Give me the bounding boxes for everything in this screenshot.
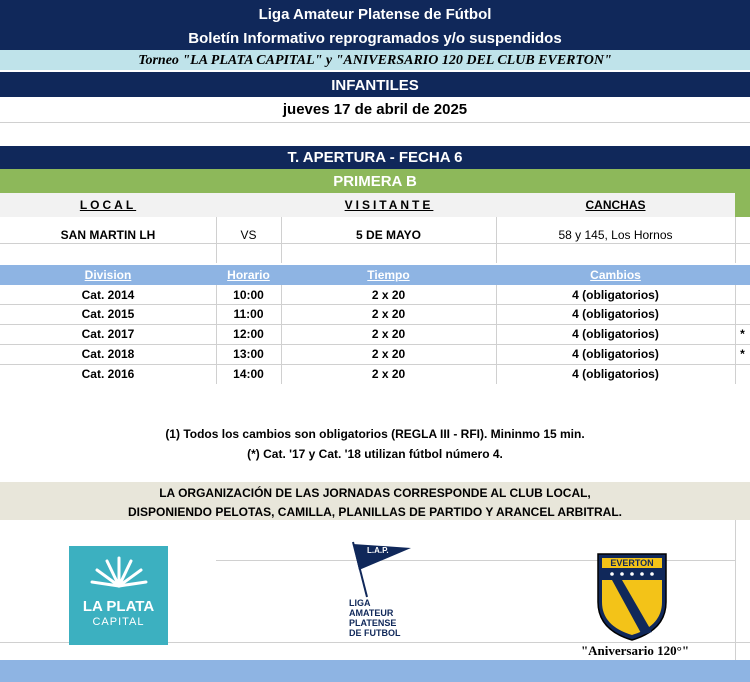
lap-logo — [345, 540, 425, 645]
division-title: PRIMERA B — [0, 169, 750, 193]
match-local: SAN MARTIN LH — [60, 228, 156, 242]
la-plata-logo-line1: LA PLATA — [82, 598, 155, 615]
everton-crest-text: EVERTON — [610, 558, 654, 568]
match-vs: VS — [240, 228, 257, 242]
local-header: LOCAL — [79, 198, 137, 212]
match-visitante: 5 DE MAYO — [356, 228, 421, 242]
canchas-header: CANCHAS — [585, 198, 646, 212]
la-plata-capital-logo — [69, 546, 168, 645]
lap-line-3: PLATENSE — [349, 618, 397, 628]
cambios-col-header: Cambios — [590, 268, 641, 282]
note-substitutions: (1) Todos los cambios son obligatorios (REGLA III - RFI). Mininmo 15 min. — [165, 427, 585, 441]
lap-line-4: DE FUTBOL — [349, 628, 401, 638]
footer-bar — [0, 660, 750, 682]
tournament-title: Torneo "LA PLATA CAPITAL" y "ANIVERSARIO 120 DEL CLUB EVERTON" — [0, 50, 750, 70]
date-title: jueves 17 de abril de 2025 — [0, 98, 750, 122]
organization-line2: DISPONIENDO PELOTAS, CAMILLA, PLANILLAS DE PARTIDO Y ARANCEL ARBITRAL. — [127, 505, 622, 519]
visitante-header: VISITANTE — [344, 198, 434, 212]
everton-caption: "Aniversario 120°" — [580, 643, 690, 658]
lap-line-1: LIGA — [349, 598, 371, 608]
division-col-header: Division — [84, 268, 132, 282]
lap-line-2: AMATEUR — [349, 608, 394, 618]
tiempo-col-header: Tiempo — [367, 268, 410, 282]
note-ball-size: (*) Cat. '17 y Cat. '18 utilizan fútbol número 4. — [247, 447, 503, 461]
sunburst-icon — [89, 552, 149, 590]
bulletin-title: Boletín Informativo reprogramados y/o suspendidos — [0, 27, 750, 50]
lap-flag-text: L.A.P. — [367, 546, 389, 555]
match-cancha: 58 y 145, Los Hornos — [558, 228, 673, 242]
category-title: INFANTILES — [0, 72, 750, 97]
round-title: T. APERTURA - FECHA 6 — [0, 146, 750, 169]
league-title: Liga Amateur Platense de Fútbol — [0, 0, 750, 27]
horario-col-header: Horario — [227, 268, 270, 282]
la-plata-logo-line2: CAPITAL — [92, 616, 145, 628]
everton-crest — [592, 550, 672, 642]
organization-line1: LA ORGANIZACIÓN DE LAS JORNADAS CORRESPONDE AL CLUB LOCAL, — [159, 486, 591, 500]
